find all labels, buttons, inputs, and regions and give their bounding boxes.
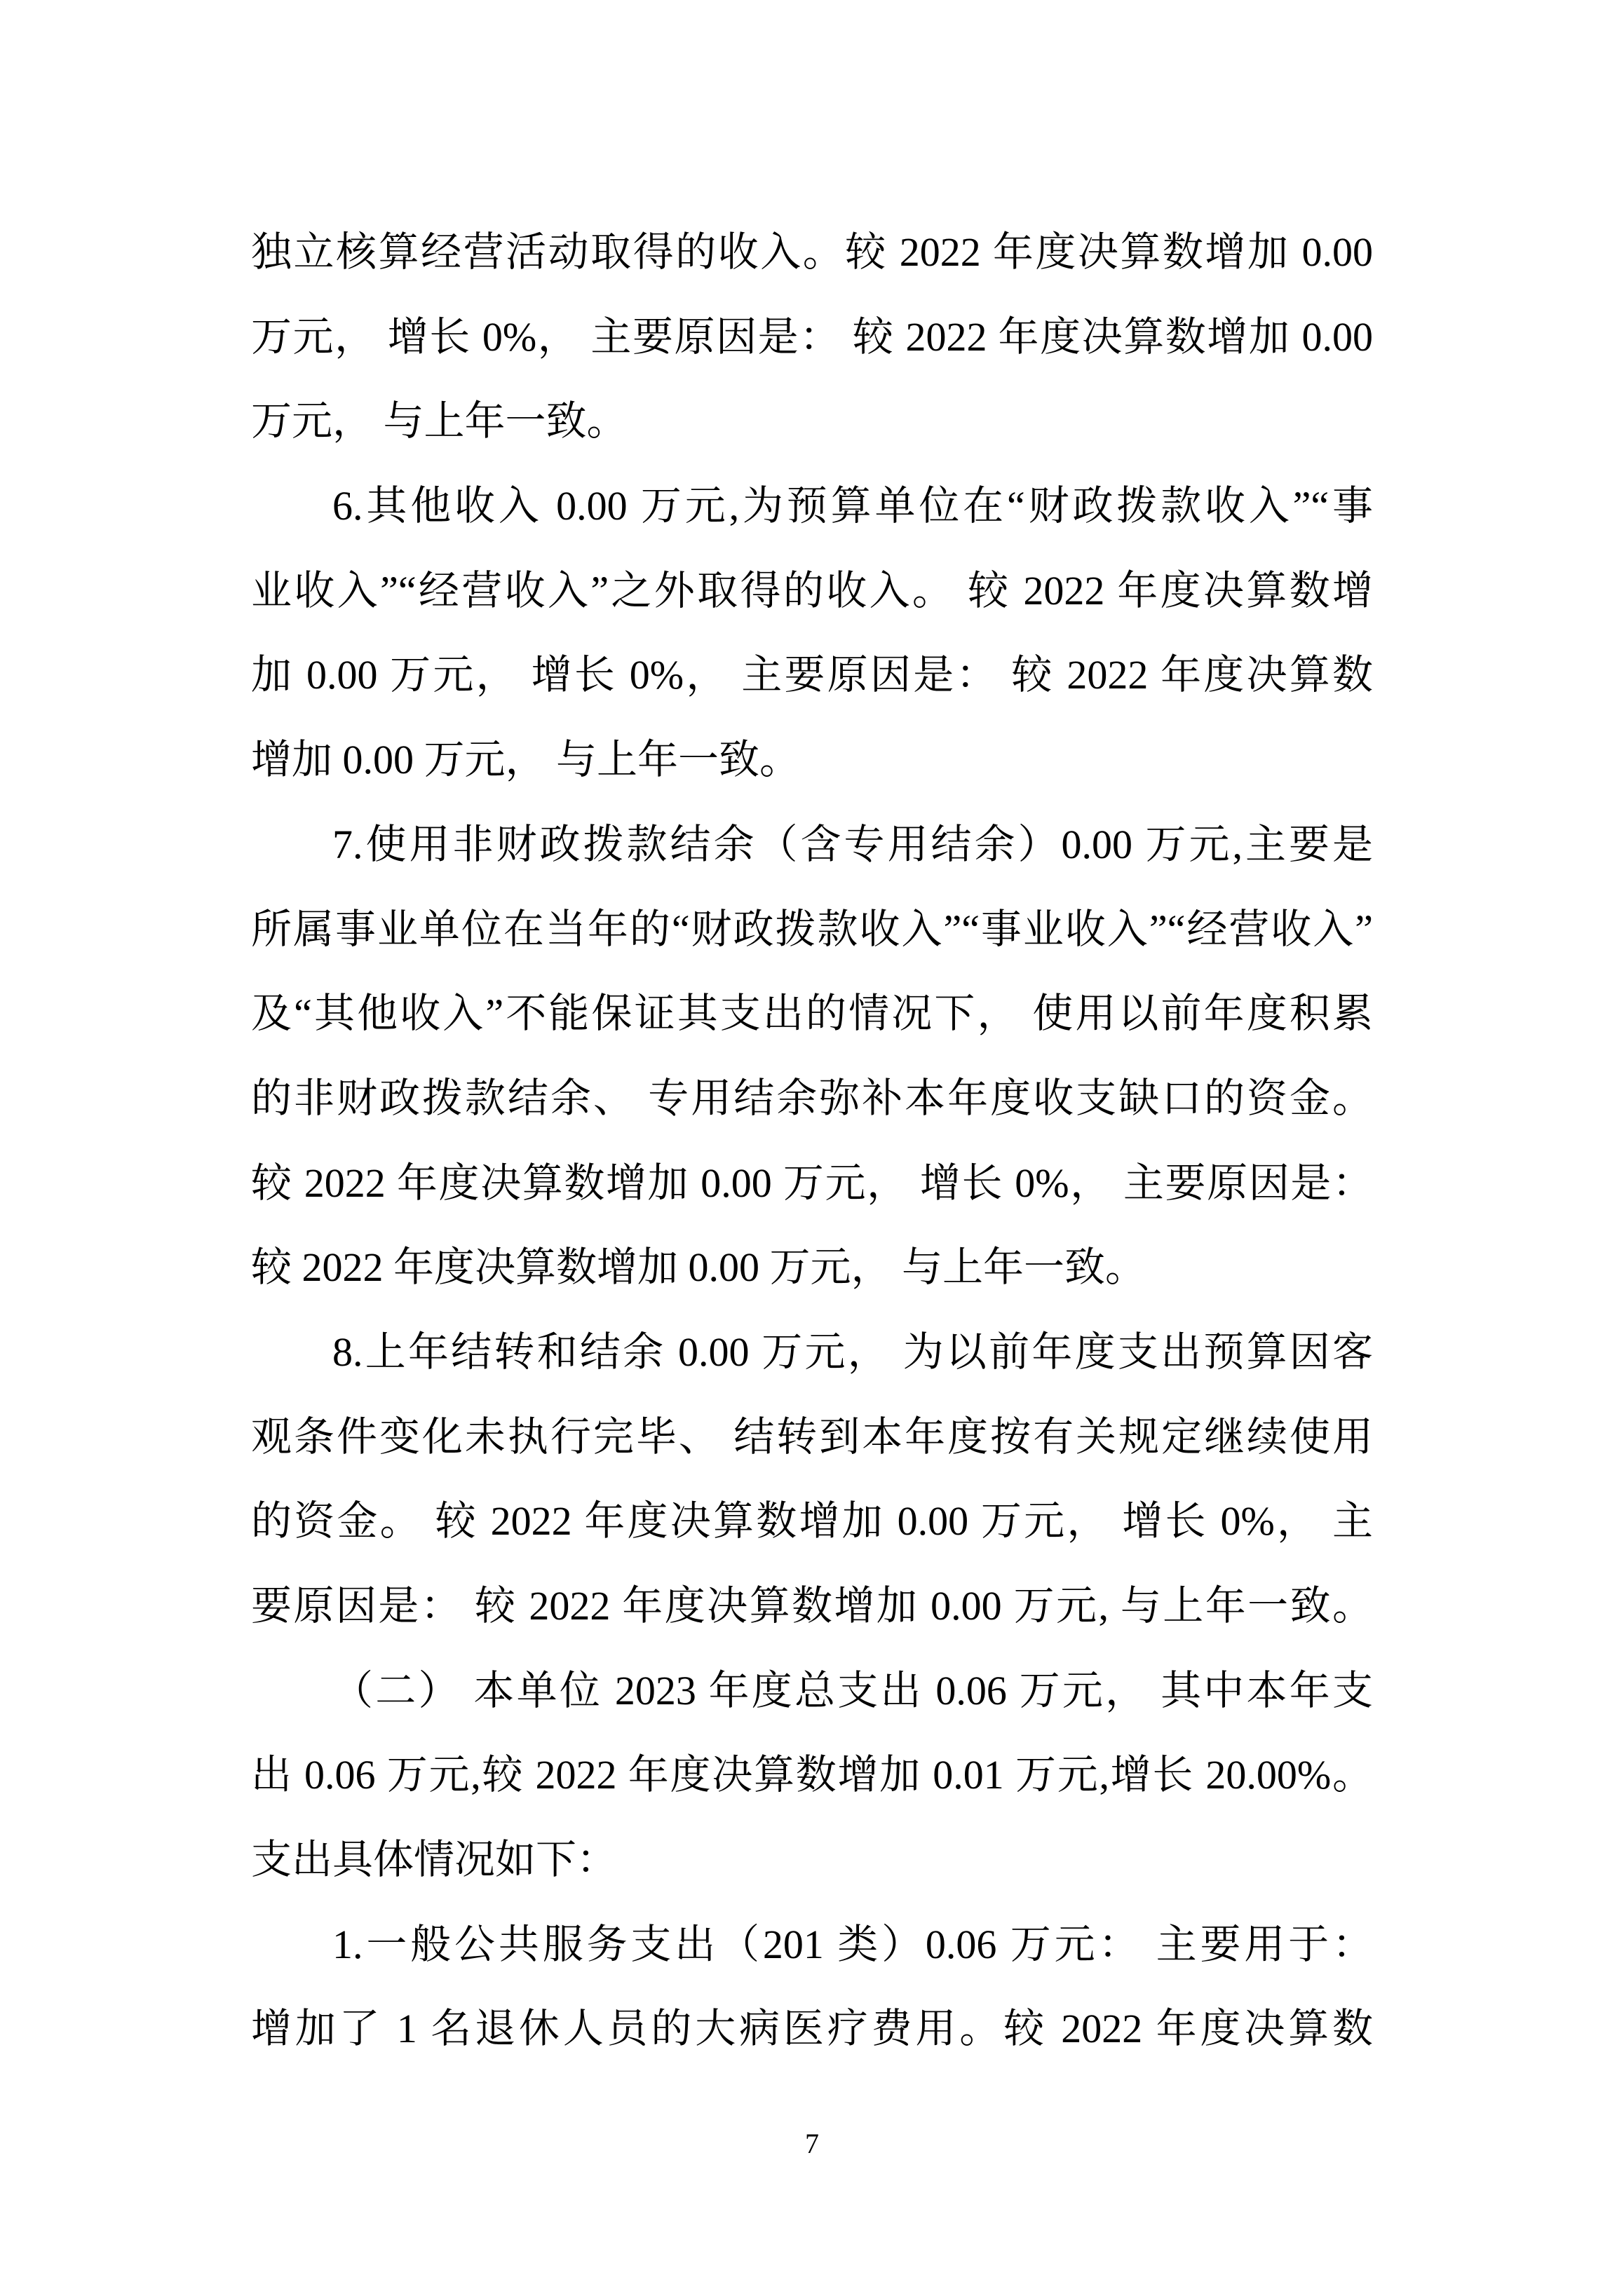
text-line: （二） 本单位 2023 年度总支出 0.06 万元， 其中本年支 xyxy=(332,1667,1373,1713)
text-line: 万元， 增长 0%， 主要原因是： 较 2022 年度决算数增加 0.00 xyxy=(251,313,1373,360)
text-line: 及“其他收入”不能保证其支出的情况下， 使用以前年度积累 xyxy=(251,991,1373,1037)
text-line: 业收入”“经营收入”之外取得的收入。 较 2022 年度决算数增 xyxy=(251,567,1373,613)
text-line: 的资金。 较 2022 年度决算数增加 0.00 万元， 增长 0%， 主 xyxy=(251,1498,1373,1544)
page-number: 7 xyxy=(805,2128,819,2159)
text-line: 8.上年结转和结余 0.00 万元， 为以前年度支出预算因客 xyxy=(332,1329,1373,1375)
text-line: 独立核算经营活动取得的收入。较 2022 年度决算数增加 0.00 xyxy=(251,229,1373,275)
text-line: 增加 0.00 万元， 与上年一致。 xyxy=(251,737,801,783)
text-line: 万元， 与上年一致。 xyxy=(251,398,628,444)
text-line: 较 2022 年度决算数增加 0.00 万元， 与上年一致。 xyxy=(251,1244,1146,1291)
text-line: 的非财政拨款结余、 专用结余弥补本年度收支缺口的资金。 xyxy=(251,1075,1373,1121)
text-line: 1.一般公共服务支出（201 类）0.06 万元： 主要用于： xyxy=(332,1921,1373,1967)
text-line: 要原因是： 较 2022 年度决算数增加 0.00 万元, 与上年一致。 xyxy=(251,1583,1373,1629)
body-text xyxy=(251,210,1373,2072)
text-line: 观条件变化未执行完毕、 结转到本年度按有关规定继续使用 xyxy=(251,1413,1373,1460)
text-line: 6.其他收入 0.00 万元,为预算单位在“财政拨款收入”“事 xyxy=(332,483,1373,529)
text-line: 出 0.06 万元,较 2022 年度决算数增加 0.01 万元,增长 20.00%。 xyxy=(251,1752,1373,1798)
text-line: 加 0.00 万元， 增长 0%， 主要原因是： 较 2022 年度决算数 xyxy=(251,652,1373,698)
text-line: 支出具体情况如下： xyxy=(251,1837,618,1883)
text-line: 增加了 1 名退休人员的大病医疗费用。较 2022 年度决算数 xyxy=(251,2006,1373,2052)
text-line: 所属事业单位在当年的“财政拨款收入”“事业收入”“经营收入” xyxy=(251,906,1373,952)
text-line: 7.使用非财政拨款结余（含专用结余）0.00 万元,主要是 xyxy=(332,821,1373,867)
text-line: 较 2022 年度决算数增加 0.00 万元， 增长 0%， 主要原因是： xyxy=(251,1160,1373,1206)
